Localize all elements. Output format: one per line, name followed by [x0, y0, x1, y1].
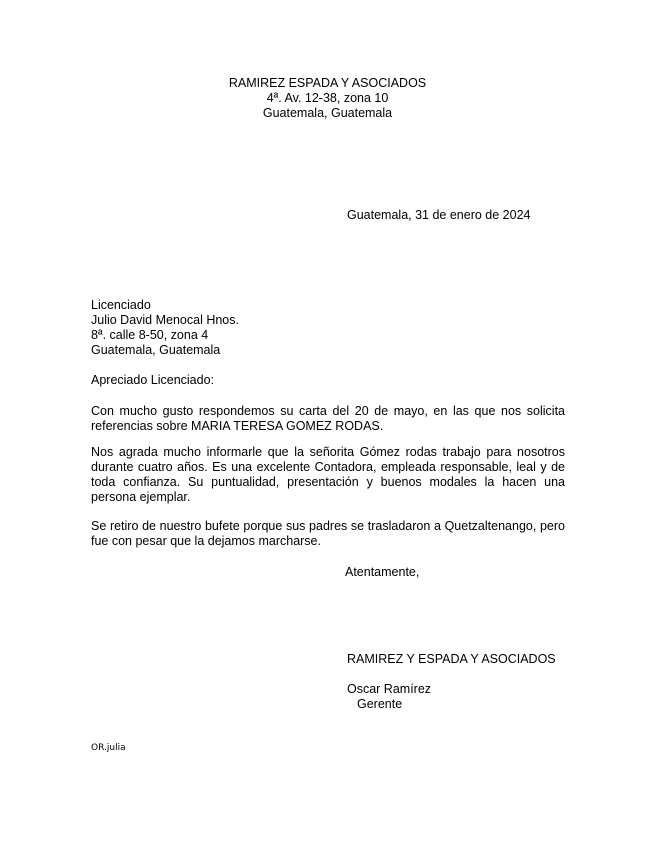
- recipient-block: [91, 298, 239, 358]
- letterhead: [0, 76, 655, 121]
- recipient-title: Licenciado: [91, 298, 151, 312]
- salutation: Apreciado Licenciado:: [91, 373, 214, 387]
- recipient-city: Guatemala, Guatemala: [91, 343, 221, 357]
- body-paragraph-1: Con mucho gusto respondemos su carta del 20 de mayo, en las que nos solicita referencias sobre MARIA TERESA GOMEZ RODAS.: [91, 404, 565, 433]
- letterhead-city: Guatemala, Guatemala: [262, 106, 393, 120]
- signature-name: Oscar Ramírez: [347, 682, 432, 696]
- reference-initials: OR.julia: [91, 743, 126, 753]
- closing: Atentamente,: [345, 565, 420, 579]
- letter-date: Guatemala, 31 de enero de 2024: [347, 208, 531, 222]
- letterhead-company: RAMIREZ ESPADA Y ASOCIADOS: [228, 76, 427, 90]
- body-paragraph-3: Se retiro de nuestro bufete porque sus padres se trasladaron a Quetzaltenango, pero fue con pesar que la dejamos marcharse.: [91, 519, 565, 548]
- body-paragraph-2: Nos agrada mucho informarle que la señorita Gómez rodas trabajo para nosotros durante cuatro años. Es una excelente Contadora, empleada responsable, leal y de toda confianza. Su puntualidad, presentación y buenos modales la hacen una persona ejemplar.: [91, 445, 565, 504]
- signature-title: Gerente: [357, 697, 403, 711]
- recipient-name: Julio David Menocal Hnos.: [91, 313, 239, 327]
- letterhead-address: 4ª. Av. 12-38, zona 10: [266, 91, 389, 105]
- recipient-address: 8ª. calle 8-50, zona 4: [91, 328, 209, 342]
- signature-company: RAMIREZ Y ESPADA Y ASOCIADOS: [347, 652, 556, 666]
